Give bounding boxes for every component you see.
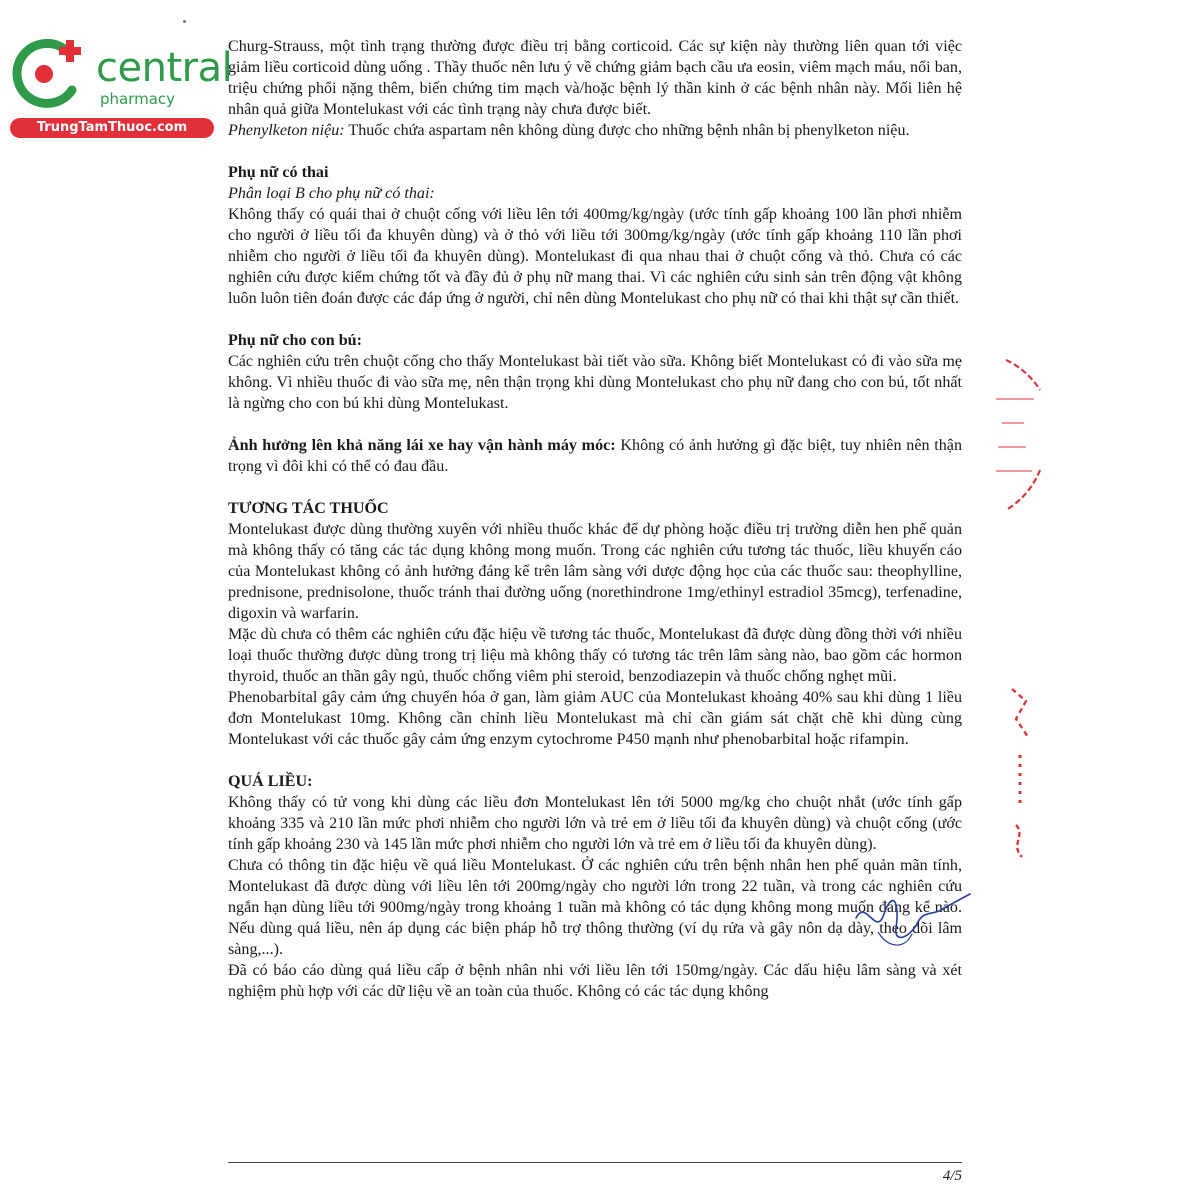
pregnancy-category: Phân loại B cho phụ nữ có thai: [228, 185, 435, 202]
central-pharmacy-logo[interactable] [10, 38, 233, 138]
heading-overdose: QUÁ LIỀU: [228, 773, 313, 790]
footer-rule [228, 1162, 962, 1163]
phenylketonuria-text: Thuốc chứa aspartam nên không dùng được cho những bệnh nhân bị phenylketon niệu. [344, 122, 910, 139]
heading-driving: Ảnh hưởng lên khả năng lái xe hay vận hành máy móc: [228, 437, 616, 454]
brand-subtitle: pharmacy [100, 90, 176, 108]
paragraph-churg-strauss: Churg-Strauss, một tình trạng thường được điều trị bằng corticoid. Các sự kiện này thường liên quan tới việc giảm liều corticoid dùng uống . Thầy thuốc nên lưu ý về chứng giảm bạch cầu ưa eosin, viêm mạch máu, nổi ban, triệu chứng phổi nặng thêm, biến chứng tim mạch và/hoặc bệnh lý thần kinh ở các bệnh nhân này. Mối liên hệ nhân quả giữa Montelukast với các tình trạng này chưa được biết. [228, 38, 962, 118]
paragraph-interactions-3: Phenobarbital gây cảm ứng chuyển hóa ở gan, làm giảm AUC của Montelukast khoảng 40% sau khi dùng 1 liều đơn Montelukast 10mg. Không cần chỉnh liều Montelukast mà chỉ cần giám sát chặt chẽ khi dùng cùng Montelukast với các thuốc gây cảm ứng enzym cytochrome P450 mạnh như phenobarbital hoặc rifampin. [228, 689, 962, 748]
paragraph-overdose-2: Chưa có thông tin đặc hiệu về quá liều Montelukast. Ở các nghiên cứu trên bệnh nhân hen phế quản mãn tính, Montelukast đã được dùng với liều lên tới 200mg/ngày cho người lớn trong 22 tuần, và trong các nghiên cứu ngắn hạn dùng liều tới 900mg/ngày trong khoảng 1 tuần mà không có tác dụng không mong muốn đáng kể nào. Nếu dùng quá liều, nên áp dụng các biện pháp hỗ trợ thông thường (ví dụ rửa và gây nôn dạ dày, theo dõi lâm sàng,...). [228, 857, 962, 958]
brand-website[interactable]: TrungTamThuoc.com [10, 118, 214, 138]
pharmacy-logo-icon [10, 38, 88, 110]
paragraph-phenylketonuria [228, 120, 962, 141]
red-stamp-partial [990, 350, 1045, 520]
paragraph-interactions-2: Mặc dù chưa có thêm các nghiên cứu đặc hiệu về tương tác thuốc, Montelukast đã được dùng đồng thời với nhiều loại thuốc thường được dùng trong trị liệu mà không thấy có tương tác trên lâm sàng nào, bao gồm các hormon thyroid, thuốc an thần gây ngủ, thuốc chống viêm phi steroid, benzodiazepin và thuốc chống nghẹt mũi. [228, 626, 962, 685]
heading-nursing: Phụ nữ cho con bú: [228, 332, 362, 349]
scan-speck [183, 20, 186, 23]
brand-name: central [96, 45, 233, 91]
signature-mark [848, 888, 973, 956]
paragraph-driving [228, 435, 962, 477]
paragraph-pregnancy: Không thấy có quái thai ở chuột cống với liều lên tới 400mg/kg/ngày (ước tính gấp khoảng 100 lần phơi nhiễm cho người ở liều tối đa khuyên dùng) và ở thỏ với liều tới 300mg/kg/ngày (ước tính gấp khoảng 110 lần phơi nhiễm cho người ở liều tối đa khuyên dùng). Montelukast đi qua nhau thai ở chuột cống và thỏ. Chưa có các nghiên cứu được kiểm chứng tốt và đầy đủ ở phụ nữ mang thai. Vì các nghiên cứu sinh sản trên động vật không luôn luôn tiên đoán được các đáp ứng ở người, chỉ nên dùng Montelukast cho phụ nữ có thai khi thật sự cần thiết. [228, 206, 962, 307]
paragraph-overdose-1: Không thấy có tử vong khi dùng các liều đơn Montelukast lên tới 5000 mg/kg cho chuột nhắt (ước tính gấp khoảng 335 và 210 lần mức phơi nhiễm cho người lớn và trẻ em ở liều tối đa khuyên dùng) và chuột cống (ước tính gấp khoảng 230 và 145 lần mức phơi nhiễm cho người lớn và trẻ em ở liều tối đa khuyên dùng). [228, 794, 962, 853]
paragraph-nursing: Các nghiên cứu trên chuột cống cho thấy Montelukast bài tiết vào sữa. Không biết Montelukast có đi vào sữa mẹ không. Vì nhiều thuốc đi vào sữa mẹ, nên thận trọng khi dùng Montelukast cho phụ nữ đang cho con bú, tốt nhất là ngừng cho con bú khi dùng Montelukast. [228, 353, 962, 412]
red-stamp-partial-lower [1006, 685, 1036, 860]
driving-text: Không có ảnh hưởng gì đặc biệt, tuy nhiên nên thận trọng vì đôi khi có thể có đau đầu. [228, 437, 962, 475]
heading-pregnancy: Phụ nữ có thai [228, 164, 329, 181]
heading-interactions: TƯƠNG TÁC THUỐC [228, 500, 389, 517]
phenylketonuria-label: Phenylketon niệu: [228, 122, 345, 139]
paragraph-overdose-3: Đã có báo cáo dùng quá liều cấp ở bệnh nhân nhi với liều lên tới 150mg/ngày. Các dấu hiệu lâm sàng và xét nghiệm phù hợp với các dữ liệu về an toàn của thuốc. Không có các tác dụng không [228, 962, 962, 1000]
paragraph-interactions-1: Montelukast được dùng thường xuyên với nhiều thuốc khác để dự phòng hoặc điều trị trường diễn hen phế quản mà không thấy có tăng các tác dụng không mong muốn. Trong các nghiên cứu tương tác thuốc, liều khuyến cáo của Montelukast không có ảnh hưởng đáng kể trên lâm sàng với dược động học của các thuốc sau: theophylline, prednisone, prednisolone, thuốc tránh thai đường uống (norethindrone 1mg/ethinyl estradiol 35mcg), terfenadine, digoxin và warfarin. [228, 521, 962, 622]
page-number: 4/5 [942, 1168, 962, 1184]
document-body [228, 36, 962, 1002]
